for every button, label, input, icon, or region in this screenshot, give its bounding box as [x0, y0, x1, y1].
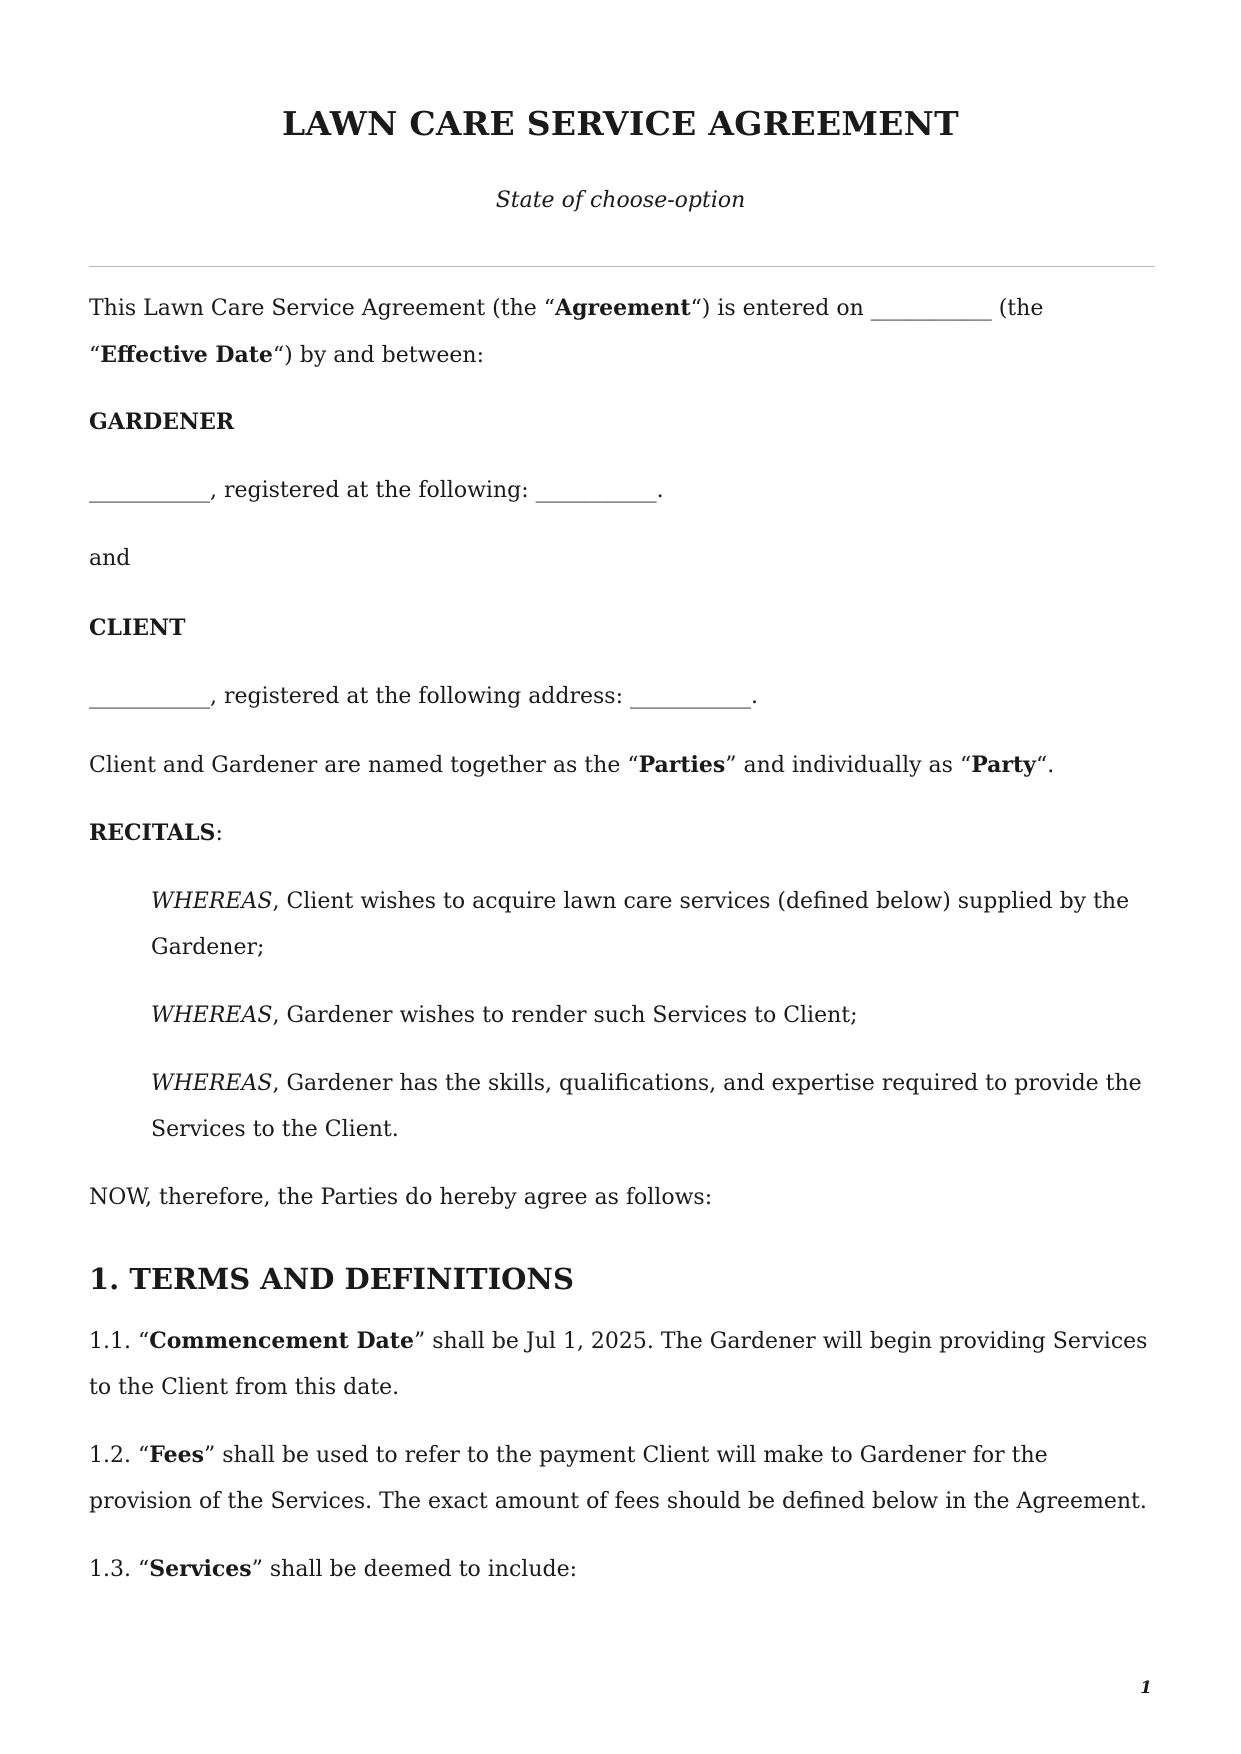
definition-text: ” shall be used to refer to the payment Client will make to Gardener for the provision of the Services. The exact amount of fees should be defined below in the Agreement.	[89, 1443, 1147, 1514]
gardener-line-end: .	[656, 478, 664, 503]
client-heading: CLIENT	[89, 615, 186, 641]
definition-term: Fees	[149, 1442, 205, 1468]
client-name-blank: ___________	[89, 684, 210, 709]
definition-term: Services	[149, 1556, 252, 1582]
recitals-colon: :	[215, 821, 223, 846]
parties-text-1: Client and Gardener are named together as the “	[89, 753, 639, 778]
definition-item	[89, 1546, 1157, 1593]
and-text: and	[89, 546, 131, 571]
page-number: 1	[1140, 1678, 1152, 1698]
definition-text: ” shall be Jul 1, 2025. The Gardener will begin providing Services to the Client from this date.	[89, 1329, 1148, 1400]
definition-number: 1.1. “	[89, 1329, 150, 1354]
gardener-address-blank: ___________	[535, 478, 657, 503]
whereas-label: WHEREAS	[151, 1071, 273, 1096]
parties-paragraph	[89, 742, 1157, 789]
parties-text-3: “.	[1035, 753, 1055, 778]
recitals-heading	[89, 810, 1157, 857]
client-line-end: .	[751, 684, 758, 709]
definition-term: Commencement Date	[149, 1328, 414, 1354]
agreement-term: Agreement	[555, 295, 691, 321]
intro-text-1: This Lawn Care Service Agreement (the “	[89, 296, 556, 321]
document-subtitle: State of choose-option	[495, 188, 746, 213]
recital-text: , Gardener has the skills, qualifications, and expertise required to provide the Services to the Client.	[151, 1071, 1142, 1142]
gardener-line	[89, 468, 1157, 514]
intro-text-3: (the “	[89, 296, 1044, 368]
intro-text-4: “) by and between:	[272, 343, 485, 368]
recital-item	[151, 879, 1157, 971]
whereas-label: WHEREAS	[151, 889, 273, 914]
intro-paragraph	[89, 285, 1157, 379]
definition-number: 1.2. “	[89, 1443, 150, 1468]
whereas-label: WHEREAS	[151, 1003, 273, 1028]
client-line	[89, 674, 1157, 720]
recital-item	[151, 1061, 1157, 1153]
document-title: LAWN CARE SERVICE AGREEMENT	[281, 104, 959, 143]
recital-text: , Client wishes to acquire lawn care services (defined below) supplied by the Gardener;	[151, 889, 1130, 960]
party-term: Party	[971, 752, 1036, 778]
recital-item	[151, 993, 1157, 1039]
client-address-blank: ___________	[630, 684, 751, 709]
now-therefore-paragraph: NOW, therefore, the Parties do hereby agree as follows:	[89, 1185, 713, 1210]
definition-item	[89, 1318, 1157, 1411]
definition-number: 1.3. “	[89, 1557, 150, 1582]
effective-date-term: Effective Date	[100, 342, 273, 368]
definition-text: ” shall be deemed to include:	[251, 1557, 578, 1582]
gardener-name-blank: ___________	[89, 478, 210, 503]
gardener-heading: GARDENER	[89, 409, 235, 435]
intro-text-2: “) is entered on	[690, 296, 871, 321]
recital-text: , Gardener wishes to render such Services to Client;	[272, 1003, 858, 1028]
definition-item	[89, 1432, 1157, 1525]
parties-text-2: ” and individually as “	[725, 753, 972, 778]
effective-date-blank: ___________	[870, 296, 992, 321]
client-line-text: , registered at the following address:	[210, 684, 630, 709]
title-divider	[89, 266, 1155, 267]
section-1-heading: 1. TERMS AND DEFINITIONS	[89, 1262, 574, 1296]
parties-term: Parties	[638, 752, 726, 778]
gardener-line-text: , registered at the following:	[210, 478, 536, 503]
recitals-label: RECITALS	[89, 820, 216, 846]
